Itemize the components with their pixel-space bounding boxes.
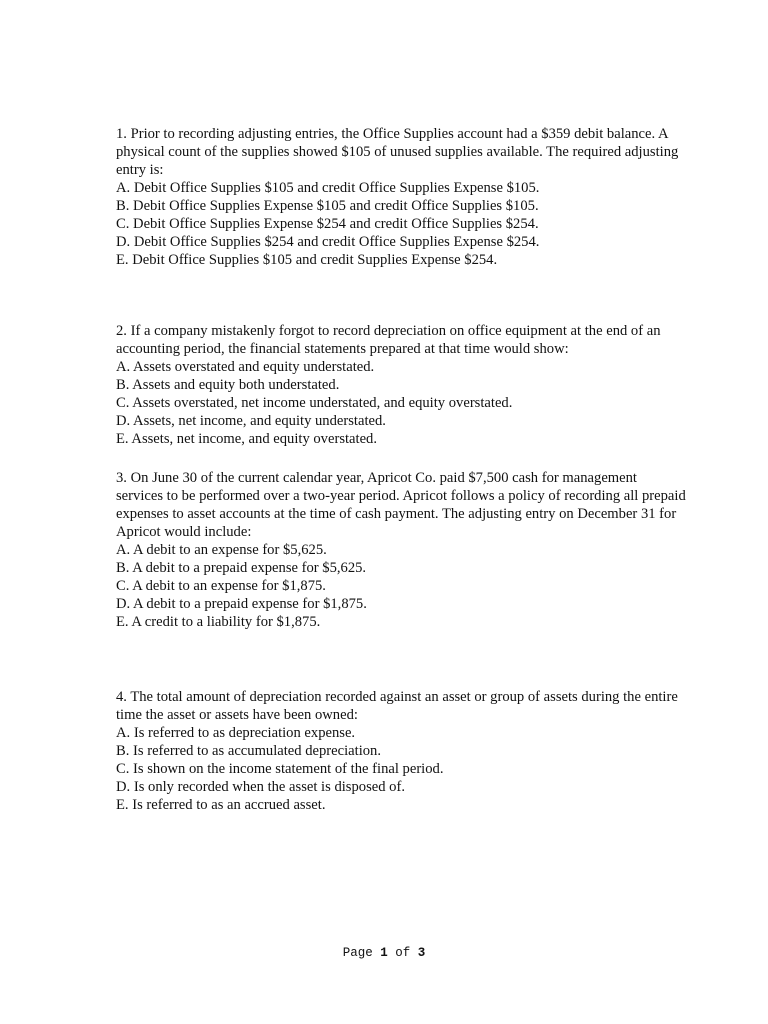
question-stem: 4. The total amount of depreciation recorded against an asset or group of assets during the entire time the asset or assets have been owned: [116,689,678,723]
answer-option-a: A. Is referred to as depreciation expense. [116,725,356,741]
answer-option-e: E. Is referred to as an accrued asset. [116,797,326,813]
question-3 [116,469,686,631]
answer-option-c: C. Is shown on the income statement of the final period. [116,761,444,777]
question-stem: 1. Prior to recording adjusting entries, the Office Supplies account had a $359 debit balance. A physical count of the supplies showed $105 of unused supplies available. The required adjusting entry is: [116,126,679,178]
answer-option-c: C. Assets overstated, net income understated, and equity overstated. [116,395,513,411]
answer-option-c: C. Debit Office Supplies Expense $254 and credit Office Supplies $254. [116,216,539,232]
current-page-number: 1 [380,946,388,960]
of-word: of [395,946,411,960]
question-1 [116,125,686,269]
question-4 [116,688,686,814]
answer-option-a: A. Assets overstated and equity understated. [116,359,375,375]
answer-option-b: B. Is referred to as accumulated depreciation. [116,743,381,759]
question-stem: 2. If a company mistakenly forgot to record depreciation on office equipment at the end of an accounting period, the financial statements prepared at that time would show: [116,323,661,357]
answer-option-d: D. A debit to a prepaid expense for $1,875. [116,596,367,612]
answer-option-b: B. Debit Office Supplies Expense $105 and credit Office Supplies $105. [116,198,539,214]
answer-option-e: E. A credit to a liability for $1,875. [116,614,321,630]
total-pages-number: 3 [417,946,426,960]
answer-option-b: B. Assets and equity both understated. [116,377,340,393]
answer-option-d: D. Is only recorded when the asset is disposed of. [116,779,405,795]
answer-option-b: B. A debit to a prepaid expense for $5,625. [116,560,367,576]
question-2 [116,322,686,448]
question-stem: 3. On June 30 of the current calendar year, Apricot Co. paid $7,500 cash for management services to be performed over a two-year period. Apricot follows a policy of recording all prepaid expenses to asset accounts at the time of cash payment. The adjusting entry on December 31 for Apricot would include: [116,470,686,540]
answer-option-a: A. A debit to an expense for $5,625. [116,542,327,558]
answer-option-c: C. A debit to an expense for $1,875. [116,578,326,594]
answer-option-d: D. Debit Office Supplies $254 and credit Office Supplies Expense $254. [116,234,540,250]
answer-option-e: E. Debit Office Supplies $105 and credit Supplies Expense $254. [116,252,498,268]
page-word: Page [342,946,373,960]
answer-option-a: A. Debit Office Supplies $105 and credit Office Supplies Expense $105. [116,180,540,196]
answer-option-d: D. Assets, net income, and equity understated. [116,413,386,429]
page-footer [0,946,768,960]
answer-option-e: E. Assets, net income, and equity overstated. [116,431,378,447]
